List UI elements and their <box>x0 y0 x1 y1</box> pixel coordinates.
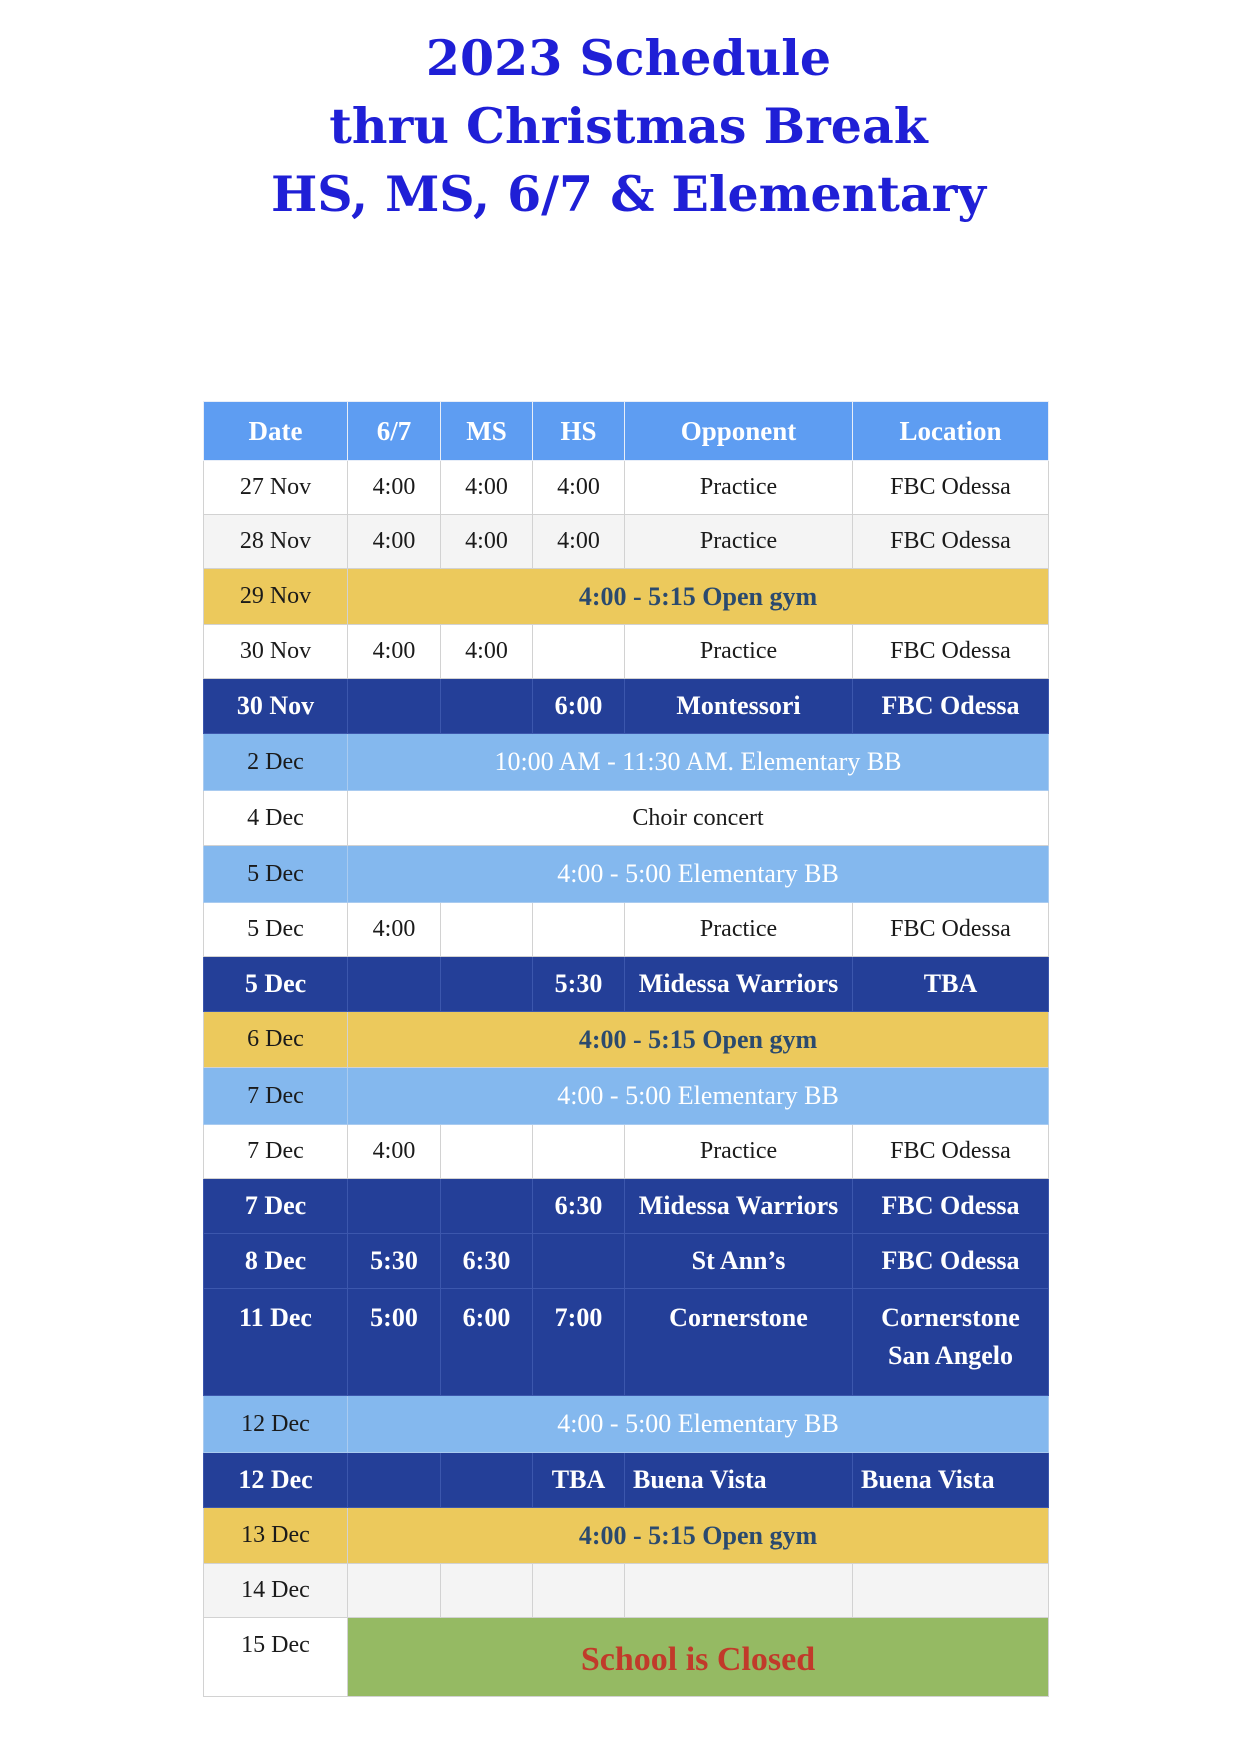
cell-location <box>853 1289 1049 1396</box>
schedule-table <box>203 401 1049 1697</box>
open-gym-row <box>204 1508 1049 1564</box>
cell-ms <box>441 1125 533 1179</box>
cell-date: 12 Dec <box>204 1453 348 1508</box>
cell-date: 7 Dec <box>204 1179 348 1234</box>
cell-ms: 4:00 <box>441 461 533 515</box>
table-row <box>204 461 1049 515</box>
cell-6-7: 4:00 <box>348 625 441 679</box>
location-line-2: San Angelo <box>888 1341 1013 1370</box>
event-row <box>204 791 1049 846</box>
title-line-3: HS, MS, 6/7 & Elementary <box>271 165 986 223</box>
cell-location: FBC Odessa <box>853 1234 1049 1289</box>
cell-opponent: Practice <box>625 1125 853 1179</box>
cell-location: FBC Odessa <box>853 1179 1049 1234</box>
cell-hs: 4:00 <box>533 461 625 515</box>
cell-6-7: 4:00 <box>348 461 441 515</box>
title-line-2: thru Christmas Break <box>329 97 928 155</box>
cell-location: TBA <box>853 957 1049 1012</box>
cell-location: Buena Vista <box>853 1453 1049 1508</box>
game-row <box>204 1289 1049 1396</box>
cell-ms <box>441 679 533 734</box>
location-line-1: Cornerstone <box>881 1303 1020 1332</box>
cell-note: Choir concert <box>348 791 1049 846</box>
cell-date: 13 Dec <box>204 1508 348 1564</box>
cell-opponent: Practice <box>625 625 853 679</box>
cell-6-7 <box>348 1564 441 1618</box>
cell-date: 14 Dec <box>204 1564 348 1618</box>
cell-date: 12 Dec <box>204 1396 348 1453</box>
cell-ms: 6:30 <box>441 1234 533 1289</box>
cell-date: 4 Dec <box>204 791 348 846</box>
cell-ms: 4:00 <box>441 625 533 679</box>
cell-6-7 <box>348 1453 441 1508</box>
table-row <box>204 1125 1049 1179</box>
cell-ms <box>441 957 533 1012</box>
cell-location: FBC Odessa <box>853 625 1049 679</box>
cell-hs <box>533 903 625 957</box>
cell-opponent: Cornerstone <box>625 1289 853 1396</box>
game-row <box>204 1453 1049 1508</box>
cell-6-7: 5:00 <box>348 1289 441 1396</box>
cell-note: 4:00 - 5:15 Open gym <box>348 1508 1049 1564</box>
title-line-1: 2023 Schedule <box>425 29 832 87</box>
cell-note: 4:00 - 5:00 Elementary BB <box>348 1068 1049 1125</box>
cell-opponent: Practice <box>625 903 853 957</box>
cell-6-7: 4:00 <box>348 1125 441 1179</box>
cell-opponent: St Ann’s <box>625 1234 853 1289</box>
cell-hs: 6:00 <box>533 679 625 734</box>
cell-date: 30 Nov <box>204 679 348 734</box>
cell-date: 7 Dec <box>204 1125 348 1179</box>
open-gym-row <box>204 1012 1049 1068</box>
table-row <box>204 903 1049 957</box>
cell-6-7 <box>348 1179 441 1234</box>
cell-note: 4:00 - 5:00 Elementary BB <box>348 1396 1049 1453</box>
cell-ms <box>441 1564 533 1618</box>
cell-opponent: Practice <box>625 461 853 515</box>
header-opponent: Opponent <box>625 402 853 461</box>
cell-ms: 4:00 <box>441 515 533 569</box>
page-title <box>0 24 1257 228</box>
cell-date: 5 Dec <box>204 846 348 903</box>
open-gym-row <box>204 569 1049 625</box>
game-row <box>204 679 1049 734</box>
cell-date: 6 Dec <box>204 1012 348 1068</box>
cell-date: 15 Dec <box>204 1618 348 1697</box>
cell-6-7: 4:00 <box>348 903 441 957</box>
cell-ms <box>441 903 533 957</box>
cell-location <box>853 1564 1049 1618</box>
cell-hs: 4:00 <box>533 515 625 569</box>
cell-hs <box>533 1564 625 1618</box>
table-row <box>204 625 1049 679</box>
cell-opponent: Buena Vista <box>625 1453 853 1508</box>
cell-date: 2 Dec <box>204 734 348 791</box>
cell-note: 4:00 - 5:15 Open gym <box>348 569 1049 625</box>
elementary-row <box>204 1068 1049 1125</box>
school-closed-row <box>204 1618 1049 1697</box>
cell-ms <box>441 1453 533 1508</box>
cell-6-7: 4:00 <box>348 515 441 569</box>
cell-date: 28 Nov <box>204 515 348 569</box>
cell-date: 8 Dec <box>204 1234 348 1289</box>
cell-date: 30 Nov <box>204 625 348 679</box>
cell-date: 29 Nov <box>204 569 348 625</box>
cell-opponent: Midessa Warriors <box>625 957 853 1012</box>
cell-hs <box>533 1125 625 1179</box>
game-row <box>204 1179 1049 1234</box>
elementary-row <box>204 1396 1049 1453</box>
cell-ms <box>441 1179 533 1234</box>
cell-date: 7 Dec <box>204 1068 348 1125</box>
cell-6-7 <box>348 957 441 1012</box>
cell-location: FBC Odessa <box>853 679 1049 734</box>
cell-date: 27 Nov <box>204 461 348 515</box>
cell-location: FBC Odessa <box>853 903 1049 957</box>
cell-opponent: Practice <box>625 515 853 569</box>
cell-note: 10:00 AM - 11:30 AM. Elementary BB <box>348 734 1049 791</box>
table-row <box>204 515 1049 569</box>
cell-opponent: Midessa Warriors <box>625 1179 853 1234</box>
cell-hs <box>533 625 625 679</box>
table-row <box>204 1564 1049 1618</box>
cell-location: FBC Odessa <box>853 1125 1049 1179</box>
cell-date: 5 Dec <box>204 957 348 1012</box>
cell-hs: 7:00 <box>533 1289 625 1396</box>
game-row <box>204 1234 1049 1289</box>
cell-ms: 6:00 <box>441 1289 533 1396</box>
cell-6-7 <box>348 679 441 734</box>
header-ms: MS <box>441 402 533 461</box>
elementary-row <box>204 734 1049 791</box>
cell-hs: TBA <box>533 1453 625 1508</box>
header-date: Date <box>204 402 348 461</box>
cell-hs: 6:30 <box>533 1179 625 1234</box>
header-row <box>204 402 1049 461</box>
header-hs: HS <box>533 402 625 461</box>
cell-location: FBC Odessa <box>853 515 1049 569</box>
elementary-row <box>204 846 1049 903</box>
cell-hs <box>533 1234 625 1289</box>
cell-date: 5 Dec <box>204 903 348 957</box>
cell-opponent: Montessori <box>625 679 853 734</box>
game-row <box>204 957 1049 1012</box>
cell-date: 11 Dec <box>204 1289 348 1396</box>
cell-note: 4:00 - 5:00 Elementary BB <box>348 846 1049 903</box>
header-6-7: 6/7 <box>348 402 441 461</box>
cell-hs: 5:30 <box>533 957 625 1012</box>
cell-note: 4:00 - 5:15 Open gym <box>348 1012 1049 1068</box>
cell-location: FBC Odessa <box>853 461 1049 515</box>
school-closed-banner: School is Closed <box>348 1618 1049 1697</box>
cell-opponent <box>625 1564 853 1618</box>
cell-6-7: 5:30 <box>348 1234 441 1289</box>
header-location: Location <box>853 402 1049 461</box>
